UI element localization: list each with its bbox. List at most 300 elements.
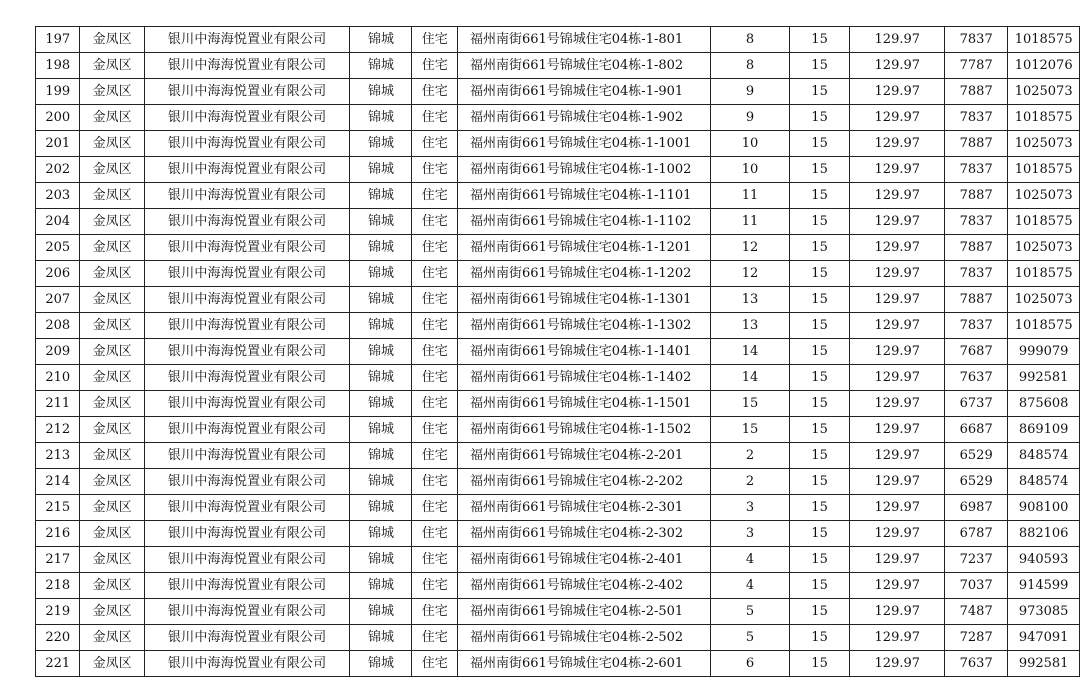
cell-usage: 住宅 (412, 261, 457, 287)
cell-no: 214 (36, 469, 80, 495)
cell-area: 129.97 (850, 53, 945, 79)
cell-total-floors: 15 (789, 443, 850, 469)
cell-unit-price: 6987 (945, 495, 1008, 521)
cell-district: 金凤区 (80, 313, 144, 339)
cell-district: 金凤区 (80, 365, 144, 391)
cell-address: 福州南街661号锦城住宅04栋-1-1102 (457, 209, 710, 235)
cell-project: 锦城 (350, 417, 412, 443)
cell-address: 福州南街661号锦城住宅04栋-2-402 (457, 573, 710, 599)
cell-total-price: 973085 (1008, 599, 1080, 625)
cell-total-floors: 15 (789, 417, 850, 443)
cell-no: 205 (36, 235, 80, 261)
cell-floor: 9 (711, 79, 789, 105)
cell-district: 金凤区 (80, 495, 144, 521)
cell-total-price: 1018575 (1008, 157, 1080, 183)
table-row (36, 261, 1080, 287)
cell-total-price: 999079 (1008, 339, 1080, 365)
cell-company: 银川中海海悦置业有限公司 (144, 183, 350, 209)
cell-unit-price: 7887 (945, 183, 1008, 209)
cell-floor: 2 (711, 469, 789, 495)
housing-price-table-container (35, 26, 1080, 677)
cell-address: 福州南街661号锦城住宅04栋-1-1101 (457, 183, 710, 209)
cell-area: 129.97 (850, 157, 945, 183)
cell-no: 198 (36, 53, 80, 79)
cell-usage: 住宅 (412, 651, 457, 677)
cell-address: 福州南街661号锦城住宅04栋-1-1502 (457, 417, 710, 443)
cell-usage: 住宅 (412, 469, 457, 495)
cell-floor: 5 (711, 625, 789, 651)
cell-company: 银川中海海悦置业有限公司 (144, 495, 350, 521)
cell-area: 129.97 (850, 287, 945, 313)
table-row (36, 339, 1080, 365)
cell-total-price: 875608 (1008, 391, 1080, 417)
table-row (36, 443, 1080, 469)
cell-area: 129.97 (850, 183, 945, 209)
cell-floor: 12 (711, 261, 789, 287)
cell-address: 福州南街661号锦城住宅04栋-1-1302 (457, 313, 710, 339)
cell-project: 锦城 (350, 209, 412, 235)
cell-area: 129.97 (850, 131, 945, 157)
table-row (36, 287, 1080, 313)
cell-floor: 11 (711, 183, 789, 209)
cell-no: 201 (36, 131, 80, 157)
cell-address: 福州南街661号锦城住宅04栋-2-502 (457, 625, 710, 651)
cell-no: 208 (36, 313, 80, 339)
cell-unit-price: 6529 (945, 443, 1008, 469)
cell-floor: 12 (711, 235, 789, 261)
cell-project: 锦城 (350, 625, 412, 651)
cell-floor: 5 (711, 599, 789, 625)
cell-floor: 15 (711, 417, 789, 443)
cell-company: 银川中海海悦置业有限公司 (144, 27, 350, 53)
cell-project: 锦城 (350, 27, 412, 53)
cell-no: 210 (36, 365, 80, 391)
cell-total-floors: 15 (789, 469, 850, 495)
cell-floor: 13 (711, 287, 789, 313)
cell-usage: 住宅 (412, 495, 457, 521)
cell-unit-price: 7637 (945, 651, 1008, 677)
cell-company: 银川中海海悦置业有限公司 (144, 443, 350, 469)
cell-area: 129.97 (850, 391, 945, 417)
cell-floor: 14 (711, 365, 789, 391)
cell-address: 福州南街661号锦城住宅04栋-2-201 (457, 443, 710, 469)
cell-district: 金凤区 (80, 235, 144, 261)
cell-project: 锦城 (350, 547, 412, 573)
cell-district: 金凤区 (80, 157, 144, 183)
table-row (36, 599, 1080, 625)
cell-area: 129.97 (850, 209, 945, 235)
cell-district: 金凤区 (80, 599, 144, 625)
cell-total-price: 1012076 (1008, 53, 1080, 79)
cell-total-floors: 15 (789, 157, 850, 183)
cell-company: 银川中海海悦置业有限公司 (144, 235, 350, 261)
cell-total-price: 1025073 (1008, 79, 1080, 105)
cell-district: 金凤区 (80, 469, 144, 495)
cell-company: 银川中海海悦置业有限公司 (144, 417, 350, 443)
cell-area: 129.97 (850, 79, 945, 105)
cell-unit-price: 7637 (945, 365, 1008, 391)
cell-no: 204 (36, 209, 80, 235)
cell-floor: 4 (711, 573, 789, 599)
cell-total-price: 947091 (1008, 625, 1080, 651)
cell-total-floors: 15 (789, 391, 850, 417)
cell-no: 220 (36, 625, 80, 651)
cell-address: 福州南街661号锦城住宅04栋-1-1201 (457, 235, 710, 261)
cell-total-price: 1025073 (1008, 131, 1080, 157)
cell-usage: 住宅 (412, 183, 457, 209)
cell-unit-price: 7837 (945, 27, 1008, 53)
cell-unit-price: 7787 (945, 53, 1008, 79)
cell-area: 129.97 (850, 27, 945, 53)
cell-unit-price: 7837 (945, 105, 1008, 131)
cell-company: 银川中海海悦置业有限公司 (144, 521, 350, 547)
cell-total-floors: 15 (789, 313, 850, 339)
cell-project: 锦城 (350, 521, 412, 547)
cell-total-price: 869109 (1008, 417, 1080, 443)
cell-company: 银川中海海悦置业有限公司 (144, 53, 350, 79)
cell-total-price: 992581 (1008, 651, 1080, 677)
cell-area: 129.97 (850, 469, 945, 495)
cell-area: 129.97 (850, 417, 945, 443)
cell-no: 209 (36, 339, 80, 365)
cell-company: 银川中海海悦置业有限公司 (144, 573, 350, 599)
cell-total-floors: 15 (789, 183, 850, 209)
cell-district: 金凤区 (80, 417, 144, 443)
cell-district: 金凤区 (80, 521, 144, 547)
table-row (36, 313, 1080, 339)
cell-district: 金凤区 (80, 443, 144, 469)
table-row (36, 625, 1080, 651)
table-row (36, 573, 1080, 599)
cell-total-price: 1018575 (1008, 261, 1080, 287)
cell-project: 锦城 (350, 183, 412, 209)
table-row (36, 547, 1080, 573)
cell-project: 锦城 (350, 443, 412, 469)
cell-no: 212 (36, 417, 80, 443)
cell-project: 锦城 (350, 313, 412, 339)
table-row (36, 391, 1080, 417)
cell-floor: 13 (711, 313, 789, 339)
cell-area: 129.97 (850, 651, 945, 677)
cell-usage: 住宅 (412, 157, 457, 183)
cell-usage: 住宅 (412, 417, 457, 443)
cell-unit-price: 7837 (945, 209, 1008, 235)
cell-unit-price: 7837 (945, 157, 1008, 183)
cell-floor: 14 (711, 339, 789, 365)
cell-company: 银川中海海悦置业有限公司 (144, 625, 350, 651)
cell-unit-price: 6737 (945, 391, 1008, 417)
cell-floor: 2 (711, 443, 789, 469)
cell-no: 197 (36, 27, 80, 53)
cell-total-floors: 15 (789, 235, 850, 261)
cell-unit-price: 7237 (945, 547, 1008, 573)
cell-project: 锦城 (350, 469, 412, 495)
cell-floor: 8 (711, 53, 789, 79)
cell-unit-price: 6787 (945, 521, 1008, 547)
cell-total-floors: 15 (789, 27, 850, 53)
cell-usage: 住宅 (412, 547, 457, 573)
cell-total-floors: 15 (789, 625, 850, 651)
cell-no: 215 (36, 495, 80, 521)
table-row (36, 53, 1080, 79)
cell-district: 金凤区 (80, 261, 144, 287)
cell-total-price: 1018575 (1008, 209, 1080, 235)
cell-usage: 住宅 (412, 235, 457, 261)
cell-company: 银川中海海悦置业有限公司 (144, 287, 350, 313)
cell-unit-price: 7687 (945, 339, 1008, 365)
cell-floor: 15 (711, 391, 789, 417)
cell-unit-price: 7887 (945, 235, 1008, 261)
cell-total-floors: 15 (789, 547, 850, 573)
table-row (36, 235, 1080, 261)
cell-total-price: 1018575 (1008, 313, 1080, 339)
cell-project: 锦城 (350, 573, 412, 599)
cell-no: 218 (36, 573, 80, 599)
cell-unit-price: 7837 (945, 313, 1008, 339)
table-row (36, 417, 1080, 443)
cell-total-floors: 15 (789, 209, 850, 235)
cell-unit-price: 7287 (945, 625, 1008, 651)
cell-total-price: 882106 (1008, 521, 1080, 547)
cell-no: 207 (36, 287, 80, 313)
cell-company: 银川中海海悦置业有限公司 (144, 209, 350, 235)
cell-no: 213 (36, 443, 80, 469)
cell-unit-price: 7887 (945, 131, 1008, 157)
cell-floor: 10 (711, 131, 789, 157)
cell-usage: 住宅 (412, 313, 457, 339)
cell-company: 银川中海海悦置业有限公司 (144, 79, 350, 105)
cell-area: 129.97 (850, 339, 945, 365)
cell-company: 银川中海海悦置业有限公司 (144, 547, 350, 573)
cell-total-floors: 15 (789, 651, 850, 677)
cell-no: 211 (36, 391, 80, 417)
cell-project: 锦城 (350, 651, 412, 677)
cell-total-price: 1025073 (1008, 287, 1080, 313)
table-row (36, 131, 1080, 157)
cell-project: 锦城 (350, 131, 412, 157)
cell-address: 福州南街661号锦城住宅04栋-1-1002 (457, 157, 710, 183)
table-body (36, 27, 1080, 677)
cell-usage: 住宅 (412, 443, 457, 469)
cell-project: 锦城 (350, 391, 412, 417)
cell-no: 200 (36, 105, 80, 131)
cell-address: 福州南街661号锦城住宅04栋-2-601 (457, 651, 710, 677)
cell-usage: 住宅 (412, 339, 457, 365)
cell-project: 锦城 (350, 365, 412, 391)
cell-usage: 住宅 (412, 131, 457, 157)
cell-project: 锦城 (350, 53, 412, 79)
cell-district: 金凤区 (80, 573, 144, 599)
cell-total-price: 908100 (1008, 495, 1080, 521)
cell-project: 锦城 (350, 599, 412, 625)
cell-total-price: 1018575 (1008, 105, 1080, 131)
cell-company: 银川中海海悦置业有限公司 (144, 105, 350, 131)
cell-address: 福州南街661号锦城住宅04栋-1-1001 (457, 131, 710, 157)
cell-address: 福州南街661号锦城住宅04栋-1-901 (457, 79, 710, 105)
cell-floor: 9 (711, 105, 789, 131)
cell-floor: 8 (711, 27, 789, 53)
cell-unit-price: 7887 (945, 287, 1008, 313)
cell-total-floors: 15 (789, 261, 850, 287)
cell-usage: 住宅 (412, 599, 457, 625)
cell-usage: 住宅 (412, 391, 457, 417)
cell-unit-price: 7837 (945, 261, 1008, 287)
table-row (36, 651, 1080, 677)
cell-district: 金凤区 (80, 131, 144, 157)
cell-unit-price: 7887 (945, 79, 1008, 105)
cell-address: 福州南街661号锦城住宅04栋-1-902 (457, 105, 710, 131)
cell-district: 金凤区 (80, 27, 144, 53)
cell-project: 锦城 (350, 261, 412, 287)
cell-floor: 6 (711, 651, 789, 677)
cell-company: 银川中海海悦置业有限公司 (144, 599, 350, 625)
cell-total-price: 848574 (1008, 469, 1080, 495)
cell-district: 金凤区 (80, 79, 144, 105)
cell-usage: 住宅 (412, 105, 457, 131)
cell-floor: 3 (711, 495, 789, 521)
cell-total-floors: 15 (789, 573, 850, 599)
cell-address: 福州南街661号锦城住宅04栋-2-301 (457, 495, 710, 521)
cell-company: 银川中海海悦置业有限公司 (144, 651, 350, 677)
cell-project: 锦城 (350, 287, 412, 313)
cell-address: 福州南街661号锦城住宅04栋-2-401 (457, 547, 710, 573)
table-row (36, 495, 1080, 521)
cell-floor: 3 (711, 521, 789, 547)
cell-address: 福州南街661号锦城住宅04栋-2-302 (457, 521, 710, 547)
cell-no: 199 (36, 79, 80, 105)
cell-district: 金凤区 (80, 651, 144, 677)
cell-area: 129.97 (850, 521, 945, 547)
cell-usage: 住宅 (412, 209, 457, 235)
table-row (36, 105, 1080, 131)
table-row (36, 209, 1080, 235)
cell-total-price: 1018575 (1008, 27, 1080, 53)
cell-total-floors: 15 (789, 365, 850, 391)
cell-address: 福州南街661号锦城住宅04栋-1-1402 (457, 365, 710, 391)
cell-total-price: 914599 (1008, 573, 1080, 599)
table-row (36, 157, 1080, 183)
table-row (36, 79, 1080, 105)
cell-no: 219 (36, 599, 80, 625)
cell-area: 129.97 (850, 365, 945, 391)
cell-district: 金凤区 (80, 547, 144, 573)
cell-total-price: 940593 (1008, 547, 1080, 573)
cell-total-floors: 15 (789, 495, 850, 521)
cell-company: 银川中海海悦置业有限公司 (144, 365, 350, 391)
cell-address: 福州南街661号锦城住宅04栋-1-1301 (457, 287, 710, 313)
cell-no: 217 (36, 547, 80, 573)
cell-district: 金凤区 (80, 183, 144, 209)
cell-project: 锦城 (350, 495, 412, 521)
cell-unit-price: 7487 (945, 599, 1008, 625)
table-row (36, 365, 1080, 391)
cell-area: 129.97 (850, 547, 945, 573)
cell-total-floors: 15 (789, 599, 850, 625)
cell-district: 金凤区 (80, 105, 144, 131)
cell-area: 129.97 (850, 625, 945, 651)
cell-usage: 住宅 (412, 625, 457, 651)
cell-company: 银川中海海悦置业有限公司 (144, 313, 350, 339)
cell-unit-price: 6687 (945, 417, 1008, 443)
cell-total-floors: 15 (789, 287, 850, 313)
cell-address: 福州南街661号锦城住宅04栋-1-1202 (457, 261, 710, 287)
cell-address: 福州南街661号锦城住宅04栋-1-802 (457, 53, 710, 79)
cell-no: 203 (36, 183, 80, 209)
cell-address: 福州南街661号锦城住宅04栋-2-501 (457, 599, 710, 625)
table-row (36, 521, 1080, 547)
cell-total-floors: 15 (789, 79, 850, 105)
cell-project: 锦城 (350, 235, 412, 261)
cell-company: 银川中海海悦置业有限公司 (144, 157, 350, 183)
cell-usage: 住宅 (412, 79, 457, 105)
cell-total-price: 848574 (1008, 443, 1080, 469)
cell-total-floors: 15 (789, 131, 850, 157)
cell-usage: 住宅 (412, 365, 457, 391)
cell-company: 银川中海海悦置业有限公司 (144, 131, 350, 157)
housing-price-table (35, 26, 1080, 677)
cell-area: 129.97 (850, 443, 945, 469)
cell-usage: 住宅 (412, 573, 457, 599)
cell-total-price: 1025073 (1008, 235, 1080, 261)
cell-district: 金凤区 (80, 391, 144, 417)
cell-area: 129.97 (850, 313, 945, 339)
cell-district: 金凤区 (80, 339, 144, 365)
cell-unit-price: 7037 (945, 573, 1008, 599)
cell-address: 福州南街661号锦城住宅04栋-1-801 (457, 27, 710, 53)
cell-area: 129.97 (850, 105, 945, 131)
cell-project: 锦城 (350, 79, 412, 105)
cell-project: 锦城 (350, 157, 412, 183)
table-row (36, 183, 1080, 209)
cell-floor: 4 (711, 547, 789, 573)
cell-area: 129.97 (850, 261, 945, 287)
cell-no: 202 (36, 157, 80, 183)
cell-area: 129.97 (850, 573, 945, 599)
cell-project: 锦城 (350, 105, 412, 131)
cell-unit-price: 6529 (945, 469, 1008, 495)
cell-district: 金凤区 (80, 287, 144, 313)
cell-district: 金凤区 (80, 625, 144, 651)
cell-no: 221 (36, 651, 80, 677)
cell-no: 216 (36, 521, 80, 547)
cell-district: 金凤区 (80, 53, 144, 79)
cell-address: 福州南街661号锦城住宅04栋-1-1401 (457, 339, 710, 365)
cell-total-floors: 15 (789, 521, 850, 547)
cell-total-price: 992581 (1008, 365, 1080, 391)
cell-usage: 住宅 (412, 53, 457, 79)
cell-usage: 住宅 (412, 287, 457, 313)
cell-company: 银川中海海悦置业有限公司 (144, 339, 350, 365)
cell-total-floors: 15 (789, 53, 850, 79)
cell-floor: 10 (711, 157, 789, 183)
cell-address: 福州南街661号锦城住宅04栋-1-1501 (457, 391, 710, 417)
cell-usage: 住宅 (412, 27, 457, 53)
cell-company: 银川中海海悦置业有限公司 (144, 469, 350, 495)
cell-total-floors: 15 (789, 105, 850, 131)
cell-total-floors: 15 (789, 339, 850, 365)
table-row (36, 27, 1080, 53)
cell-company: 银川中海海悦置业有限公司 (144, 261, 350, 287)
cell-project: 锦城 (350, 339, 412, 365)
cell-district: 金凤区 (80, 209, 144, 235)
cell-total-price: 1025073 (1008, 183, 1080, 209)
cell-area: 129.97 (850, 235, 945, 261)
table-row (36, 469, 1080, 495)
cell-address: 福州南街661号锦城住宅04栋-2-202 (457, 469, 710, 495)
cell-area: 129.97 (850, 495, 945, 521)
cell-area: 129.97 (850, 599, 945, 625)
cell-company: 银川中海海悦置业有限公司 (144, 391, 350, 417)
